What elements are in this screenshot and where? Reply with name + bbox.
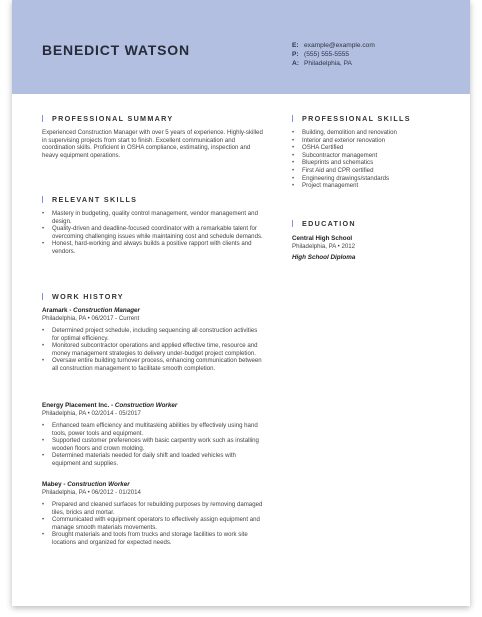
email-label: E:: [292, 42, 299, 49]
resume-page: [12, 0, 470, 606]
section-divider: [42, 293, 43, 300]
phone-label: P:: [292, 51, 299, 58]
list-item: • First Aid and CPR certified: [292, 167, 452, 175]
list-item: • Determined project schedule, including sequencing all construction activities for optimal efficiency.: [42, 327, 266, 342]
section-title-summary: PROFESSIONAL SUMMARY: [42, 114, 173, 123]
list-item: • Honest, hard-working and always builds a positive rapport with clients and vendors.: [42, 240, 266, 255]
contact-address-row: [292, 59, 375, 68]
section-title-education: EDUCATION: [292, 219, 356, 228]
job-heading: Mabey - Construction Worker: [42, 481, 130, 488]
education-entry: [292, 235, 452, 262]
section-divider: [42, 196, 43, 203]
list-item: • Enhanced team efficiency and multitasking abilities by effectively using hand tools, power tools and equipment.: [42, 422, 266, 437]
job-bullets: [42, 327, 266, 373]
job-location-dates: Philadelphia, PA • 06/2012 - 01/2014: [42, 488, 141, 496]
list-item: • Supported customer preferences with basic carpentry work such as installing wooden floors and crown molding.: [42, 437, 266, 452]
job-location-dates: Philadelphia, PA • 06/2017 - Current: [42, 314, 140, 322]
list-item: • Communicated with equipment operators to effectively assign equipment and manage smooth materials movements.: [42, 516, 266, 531]
contact-block: [292, 41, 375, 68]
relevant-skills-list: [42, 210, 266, 256]
resume-header: [12, 0, 470, 94]
list-item: • Project management: [292, 182, 452, 190]
list-item: • Oversaw entire building turnover process, enhancing communication between all construction management to facilitate smooth completion.: [42, 357, 266, 372]
section-divider: [292, 220, 293, 227]
job-heading: Energy Placement Inc. - Construction Worker: [42, 402, 178, 409]
job-entry: [42, 402, 266, 468]
list-item: • Determined materials needed for daily shift and loaded vehicles with equipment and supplies.: [42, 452, 266, 467]
job-entry: [42, 307, 266, 373]
contact-phone-row: [292, 50, 375, 59]
job-heading: Aramark - Construction Manager: [42, 307, 140, 314]
contact-email: example@example.com: [304, 42, 375, 49]
education-school: Central High School: [292, 235, 353, 242]
section-title-relevant-skills: RELEVANT SKILLS: [42, 195, 137, 204]
list-item: • Engineering drawings/standards: [292, 175, 452, 183]
list-item: • Blueprints and schematics: [292, 159, 452, 167]
section-divider: [42, 115, 43, 122]
job-location-dates: Philadelphia, PA • 02/2014 - 05/2017: [42, 409, 141, 417]
list-item: • Monitored subcontractor operations and applied effective time, resource and money management strategies to delivery under-budget project completion.: [42, 342, 266, 357]
job-role: Construction Worker: [67, 481, 130, 488]
list-item: • Brought materials and tools from trucks and storage facilities to work site locations and organized for expected needs.: [42, 531, 266, 546]
job-role: Construction Worker: [114, 402, 178, 409]
list-item: • Prepared and cleaned surfaces for rebuilding purposes by removing damaged tiles, bricks and mortar.: [42, 501, 266, 516]
summary-text: Experienced Construction Manager with over 5 years of experience. Highly-skilled in supervising projects from start to finish. Excellent communication and coordination skills. Proficient in OSHA compliance, estimating, inspection and heavy equipment operations.: [42, 129, 263, 159]
list-item: • Mastery in budgeting, quality control management, vendor management and design.: [42, 210, 266, 225]
job-company: Energy Placement Inc.: [42, 402, 110, 409]
address-label: A:: [292, 60, 299, 67]
contact-address: Philadelphia, PA: [304, 60, 352, 67]
job-company: Aramark: [42, 307, 68, 314]
professional-skills-list: [292, 129, 452, 190]
education-degree: High School Diploma: [292, 254, 356, 262]
list-item: • OSHA Certified: [292, 144, 452, 152]
contact-phone: (555) 555-5555: [304, 51, 350, 58]
job-role: Construction Manager: [73, 307, 140, 314]
candidate-name: BENEDICT WATSON: [42, 42, 190, 58]
list-item: • Interior and exterior renovation: [292, 137, 452, 145]
contact-email-row: [292, 41, 375, 50]
section-title-professional-skills: PROFESSIONAL SKILLS: [292, 114, 411, 123]
list-item: • Quality-driven and deadline-focused coordinator with a remarkable talent for overcoming challenging issues while maintaining cost and schedule demands.: [42, 225, 266, 240]
job-bullets: [42, 422, 266, 468]
education-location-year: Philadelphia, PA • 2012: [292, 242, 356, 250]
list-item: • Building, demolition and renovation: [292, 129, 452, 137]
job-entry: [42, 481, 266, 547]
job-company: Mabey: [42, 481, 62, 488]
section-title-work-history: WORK HISTORY: [42, 292, 124, 301]
job-bullets: [42, 501, 266, 547]
section-divider: [292, 115, 293, 122]
list-item: • Subcontractor management: [292, 152, 452, 160]
